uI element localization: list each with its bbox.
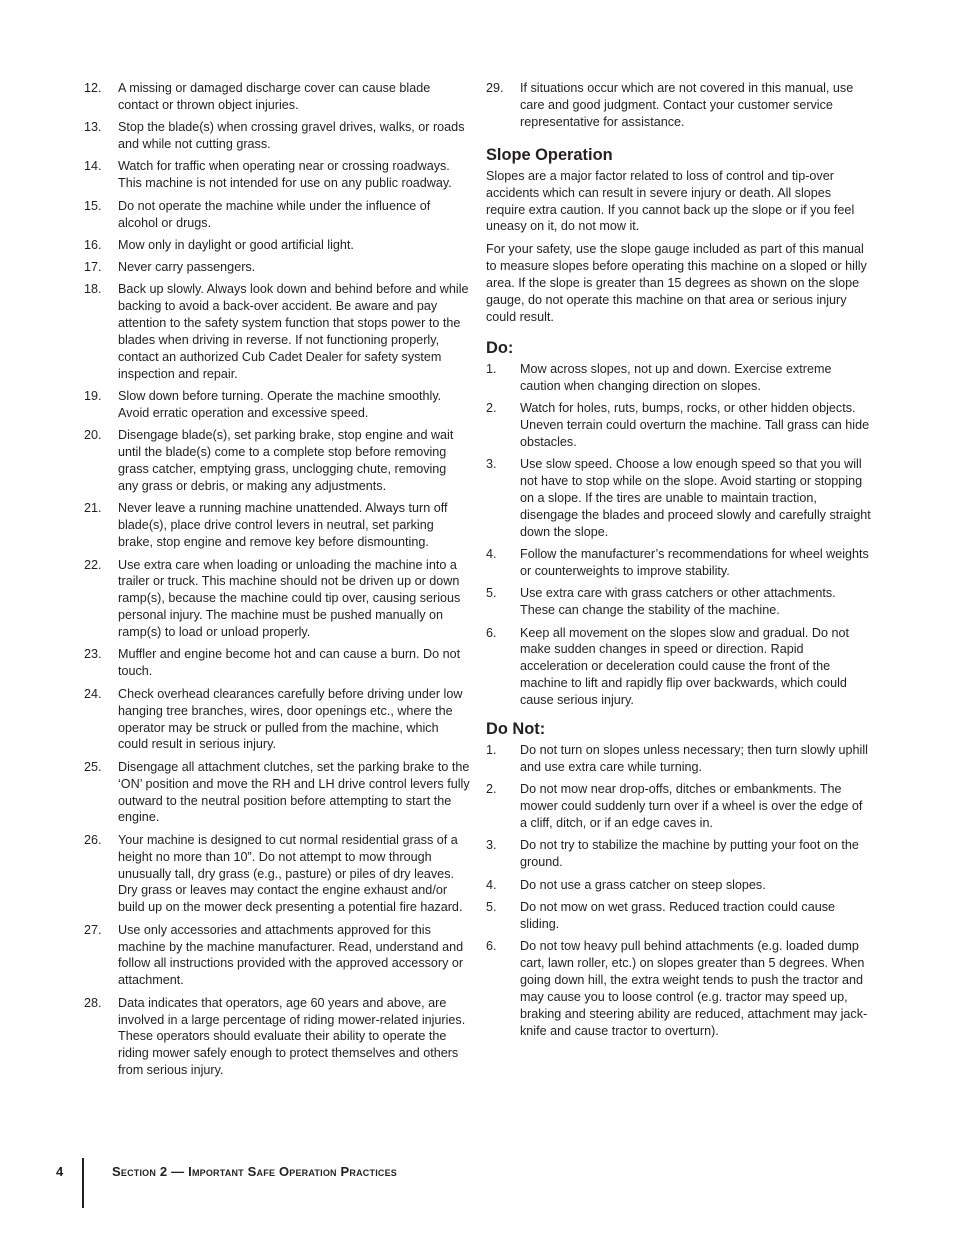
- list-item: 4. Follow the manufacturer’s recommendations for wheel weights or counterweights to improve stability.: [486, 547, 869, 579]
- list-item: 20. Disengage blade(s), set parking brake, stop engine and wait until the blade(s) come to a complete stop before removing grass catcher, emptying grass, unclogging chute, removing any grass or debris, or making any adjustments.: [84, 428, 454, 494]
- list-item: 14. Watch for traffic when operating near or crossing roadways. This machine is not intended for use on any public roadway.: [84, 159, 452, 191]
- list-item: 13. Stop the blade(s) when crossing gravel drives, walks, or roads and while not cutting grass.: [84, 120, 465, 152]
- list-item: 16. Mow only in daylight or good artificial light.: [84, 237, 354, 252]
- list-item: 19. Slow down before turning. Operate the machine smoothly. Avoid erratic operation and excessive speed.: [84, 389, 442, 421]
- slope-paragraph: Slopes are a major factor related to loss of control and tip-over accidents which can result in severe injury or death. All slopes require extra caution. If you cannot back up the slope or if you feel uneasy on it, do not mow it.: [486, 168, 855, 234]
- list-item: 6. Do not tow heavy pull behind attachments (e.g. loaded dump cart, lawn roller, etc.) on slopes greater than 5 degrees. When going down hill, the extra weight tends to push the tractor and may cause you to loose control (e.g. tractor may speed up, braking and steering ability are reduced, attachment may jack-knife and cause tractor to overturn).: [486, 939, 868, 1038]
- list-item: 4. Do not use a grass catcher on steep slopes.: [486, 877, 766, 892]
- list-item: 3. Use slow speed. Choose a low enough speed so that you will not have to stop while on the slope. Avoid starting or stopping on a slope. If the tires are unable to maintain traction, disengage the blades and proceed slowly and carefully straight down the slope.: [486, 457, 871, 539]
- list-item: 23. Muffler and engine become hot and can cause a burn. Do not touch.: [84, 647, 461, 679]
- list-item: 1. Do not turn on slopes unless necessary; then turn slowly uphill and use extra care while turning.: [486, 743, 868, 774]
- list-item: 5. Use extra care with grass catchers or other attachments. These can change the stability of the machine.: [486, 586, 836, 618]
- slope-operation-heading: Slope Operation: [486, 145, 613, 164]
- list-item: 2. Watch for holes, ruts, bumps, rocks, or other hidden objects. Uneven terrain could overturn the machine. Tall grass can hide obstacles.: [486, 401, 870, 449]
- list-item: 12. A missing or damaged discharge cover can cause blade contact or thrown object injuries.: [84, 81, 431, 112]
- list-item: 3. Do not try to stabilize the machine by putting your foot on the ground.: [486, 838, 859, 870]
- list-item: 26. Your machine is designed to cut normal residential grass of a height no more than 10”. Do not attempt to mow through unusually tall, dry grass (e.g., pasture) or piles of dry leaves. Dry grass or leaves may contact the engine exhaust and/or build up on the mower deck presenting a potential fire hazard.: [84, 832, 463, 915]
- list-item: 18. Back up slowly. Always look down and behind before and while backing to avoid a back-over accident. Be aware and pay attention to the safety system function that stops power to the blades when driving in reverse. If not functioning properly, contact an authorized Cub Cadet Dealer for safety system inspection and repair.: [84, 282, 469, 381]
- page-number: 4: [56, 1164, 64, 1179]
- page-footer: [56, 1158, 656, 1208]
- right-column: [486, 80, 872, 1045]
- list-item: 21. Never leave a running machine unattended. Always turn off blade(s), place drive control levers in neutral, set parking brake, stop engine and remove key before dismounting.: [84, 501, 448, 550]
- list-item: 22. Use extra care when loading or unloading the machine into a trailer or truck. This machine should not be driven up or down ramp(s), because the machine could tip over, causing serious personal injury. The machine must be pushed manually on ramp(s) to load or unload properly.: [84, 557, 461, 640]
- list-item: 5. Do not mow on wet grass. Reduced traction could cause sliding.: [486, 899, 836, 931]
- do-heading: Do:: [486, 338, 514, 357]
- list-item: 27. Use only accessories and attachments approved for this machine by the machine manufacturer. Read, understand and follow all instructions provided with the approved accessory or attachment.: [84, 922, 464, 988]
- do-not-heading: Do Not:: [486, 720, 546, 739]
- list-item: 25. Disengage all attachment clutches, set the parking brake to the ‘ON’ position and move the RH and LH drive control levers fully outward to the neutral position before attempting to start the engine.: [84, 759, 470, 825]
- list-item: 6. Keep all movement on the slopes slow and gradual. Do not make sudden changes in speed or direction. Rapid acceleration or deceleration could cause the front of the machine to lift and rapidly flip over backwards, which could cause serious injury.: [486, 625, 850, 708]
- slope-paragraph: For your safety, use the slope gauge included as part of this manual to measure slopes before operating this machine on a sloped or hilly area. If the slope is greater than 15 degrees as shown on the slope gauge, do not operate this machine on that area or serious injury could result.: [486, 242, 867, 324]
- list-item: 15. Do not operate the machine while under the influence of alcohol or drugs.: [84, 198, 431, 230]
- list-item: 2. Do not mow near drop-offs, ditches or embankments. The mower could suddenly turn over if a wheel is over the edge of a cliff, ditch, or if an edge caves in.: [486, 782, 863, 831]
- footer-divider: [82, 1158, 84, 1208]
- list-item: 28. Data indicates that operators, age 60 years and above, are involved in a large percentage of riding mower-related injuries. These operators should evaluate their ability to operate the riding mower safely enough to protect themselves and others from serious injury.: [84, 995, 466, 1078]
- list-item: 17. Never carry passengers.: [84, 260, 256, 275]
- list-item: 1. Mow across slopes, not up and down. Exercise extreme caution when changing direction on slopes.: [486, 361, 832, 393]
- list-item: 29. If situations occur which are not covered in this manual, use care and good judgment. Contact your customer service representative for assistance.: [486, 81, 854, 129]
- left-column: [84, 80, 470, 1085]
- section-title: Section 2 — Important Safe Operation Practices: [112, 1164, 398, 1179]
- list-item: 24. Check overhead clearances carefully before driving under low hanging tree branches, wires, door openings etc., where the operator may be struck or pulled from the machine, which could result in serious injury.: [84, 686, 463, 752]
